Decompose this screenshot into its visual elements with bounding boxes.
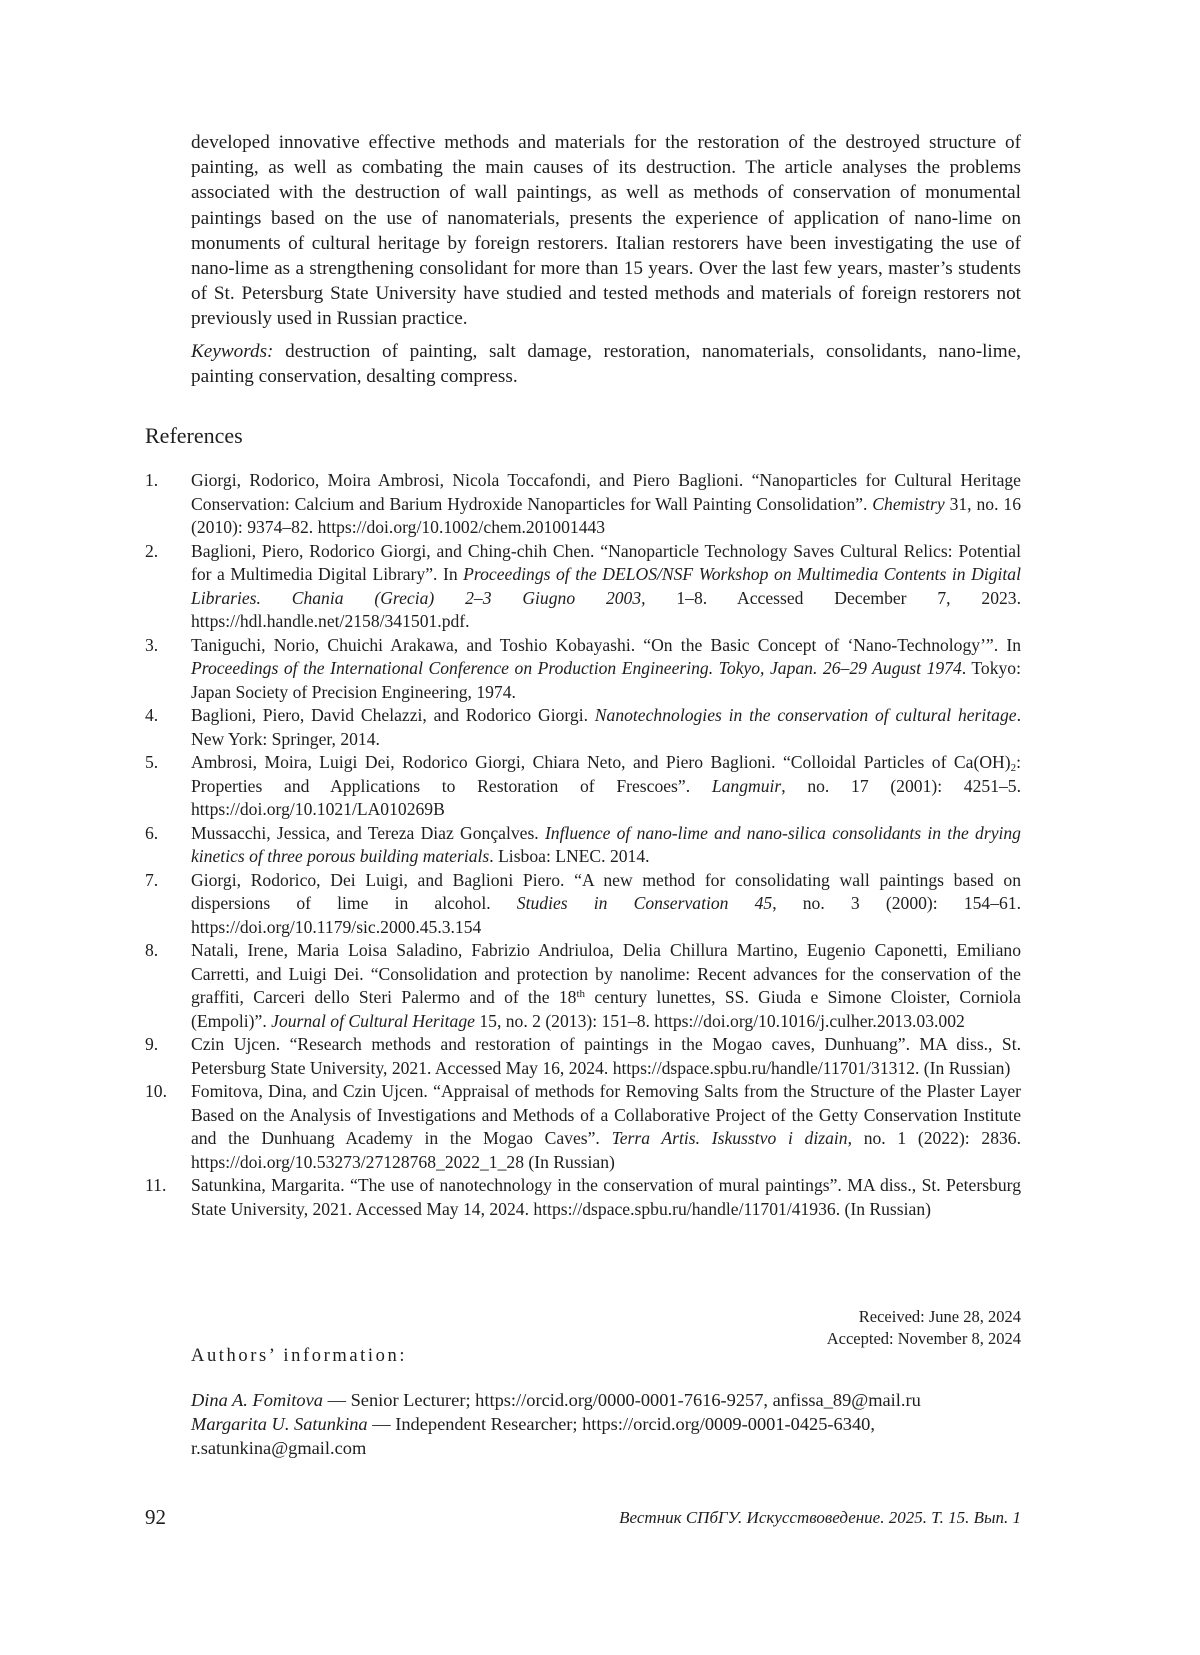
page-number: 92 <box>145 1505 166 1529</box>
reference-citation: Mussacchi, Jessica, and Tereza Diaz Gonçalves. <box>191 822 539 843</box>
reference-title: Journal of Cultural Heritage <box>271 1010 475 1031</box>
reference-number: 11. <box>145 1175 167 1195</box>
author-entry <box>191 1412 1021 1460</box>
accepted-date: Accepted: November 8, 2024 <box>826 1328 1021 1348</box>
reference-text <box>191 1033 1021 1080</box>
references-heading: References <box>145 423 243 448</box>
abstract-section <box>191 130 1021 389</box>
keywords-text: destruction of painting, salt damage, restoration, nanomaterials, consolidants, nano-lime, painting conservation, desalting compress. <box>191 340 1022 387</box>
reference-text <box>191 751 1021 822</box>
reference-title: Chemistry <box>872 493 945 514</box>
reference-item <box>145 939 1021 1033</box>
reference-text <box>191 939 1021 1033</box>
reference-title: Langmuir <box>711 775 782 796</box>
reference-title: Influence of nano-lime and nano-silica consolidants in the drying kinetics of three porous building materials <box>191 822 1021 866</box>
reference-citation: Baglioni, Piero, David Chelazzi, and Rodorico Giorgi. <box>191 705 589 725</box>
reference-text <box>191 469 1021 540</box>
reference-item <box>145 1080 1021 1174</box>
reference-text <box>191 869 1021 940</box>
references-list <box>145 469 1021 1221</box>
reference-citation: Giorgi, Rodorico, Dei Luigi, and Baglioni Piero. “A new method for consolidating wall paintings based on dispersions of lime in alcohol. <box>191 869 1021 913</box>
abstract-text: developed innovative effective methods and materials for the restoration of the destroyed structure of painting, as well as combating the main causes of its destruction. The article analyses the problems associated with the destruction of wall paintings, as well as methods of conservation of monumental paintings based on the use of nanomaterials, presents the experience of application of nano-lime on monuments of cultural heritage by foreign restorers. Italian restorers have been investigating the use of nano-lime as a strengthening consolidant for more than 15 years. Over the last few years, master’s students of St. Petersburg State University have studied and tested methods and materials of foreign restorers not previously used in Russian practice. <box>191 132 1021 330</box>
authors-heading: Authors’ information: <box>191 1346 408 1366</box>
reference-details: , no. 1 (2022): 2836. https://doi.org/10.53273/27128768_2022_1_28 (In Russian) <box>191 1128 1021 1172</box>
reference-number: 1. <box>145 470 159 490</box>
reference-superscript: th <box>576 988 586 1000</box>
reference-details: 15, no. 2 (2013): 151–8. https://doi.org/10.1016/j.culher.2013.03.002 <box>479 1010 965 1031</box>
reference-citation-cont: century lunettes, SS. Giuda e Simone Cloister, Corniola (Empoli)”. <box>191 987 1021 1031</box>
author-entry <box>191 1388 1021 1412</box>
reference-number: 8. <box>145 940 159 960</box>
reference-title: Terra Artis. Iskusstvo i dizain <box>611 1128 848 1148</box>
reference-citation-cont: : Properties and Applications to Restoration of Frescoes”. <box>191 752 1021 796</box>
reference-number: 10. <box>145 1081 167 1101</box>
reference-text <box>191 1174 1021 1221</box>
reference-item <box>145 822 1021 869</box>
author-details: — Independent Researcher; https://orcid.org/0009-0001-0425-6340, r.satunkina@gmail.com <box>191 1414 875 1458</box>
reference-item <box>145 1174 1021 1221</box>
reference-number: 7. <box>145 869 159 890</box>
reference-item <box>145 540 1021 634</box>
keywords-label: Keywords: <box>191 340 274 362</box>
reference-title: Proceedings of the International Conference on Production Engineering. Tokyo, Japan. 26–29 August 1974 <box>191 658 962 678</box>
reference-text <box>191 540 1021 634</box>
reference-number: 2. <box>145 540 159 561</box>
reference-number: 5. <box>145 752 159 772</box>
reference-item <box>145 869 1021 940</box>
reference-details: . Lisboa: LNEC. 2014. <box>489 846 650 866</box>
journal-running-footer: Вестник СПбГУ. Искусствоведение. 2025. Т. 15. Вып. 1 <box>619 1508 1021 1527</box>
reference-details: 31, no. 16 (2010): 9374–82. https://doi.org/10.1002/chem.201001443 <box>191 493 1021 537</box>
reference-item <box>145 634 1021 705</box>
submission-dates <box>827 1306 1021 1349</box>
reference-text <box>191 704 1021 751</box>
reference-details: . New York: Springer, 2014. <box>191 705 1021 749</box>
reference-title: Proceedings of the DELOS/NSF Workshop on Multimedia Contents in Digital Libraries. Chania (Grecia) 2–3 Giugno 2003, <box>191 564 1021 608</box>
reference-title: Nanotechnologies in the conservation of cultural heritage <box>594 705 1017 725</box>
reference-details: , no. 3 (2000): 154–61. https://doi.org/10.1179/sic.2000.45.3.154 <box>191 893 1022 937</box>
reference-number: 9. <box>145 1034 159 1054</box>
reference-text <box>191 1080 1021 1174</box>
reference-title: Studies in Conservation 45 <box>516 893 773 913</box>
reference-item <box>145 469 1021 540</box>
author-name: Margarita U. Satunkina <box>191 1414 368 1434</box>
reference-text <box>191 634 1021 705</box>
reference-citation: Natali, Irene, Maria Loisa Saladino, Fabrizio Andriuloa, Delia Chillura Martino, Eugenio Caponetti, Emiliano Carretti, and Luigi Dei. “Consolidation and protection by nanolime: Recent advances for the conservation of the graffiti, Carceri dello Steri Palermo and of the 18 <box>191 940 1021 1007</box>
reference-citation: Fomitova, Dina, and Czin Ujcen. “Appraisal of methods for Removing Salts from the Structure of the Plaster Layer Based on the Analysis of Investigations and Methods of a Collaborative Project of the Getty Conservation Institute and the Dunhuang Academy in the Mogao Caves”. <box>191 1081 1021 1148</box>
reference-item <box>145 1033 1021 1080</box>
reference-number: 4. <box>145 705 159 725</box>
keywords-paragraph <box>191 339 1021 389</box>
reference-details: , no. 17 (2001): 4251–5. https://doi.org/10.1021/LA010269B <box>191 775 1021 819</box>
reference-item <box>145 704 1021 751</box>
reference-citation: Ambrosi, Moira, Luigi Dei, Rodorico Giorgi, Chiara Neto, and Piero Baglioni. “Colloidal Particles of Ca(OH) <box>191 752 1011 772</box>
reference-item <box>145 751 1021 822</box>
author-name: Dina A. Fomitova <box>191 1390 323 1410</box>
authors-list <box>191 1388 1021 1460</box>
reference-details: . Tokyo: Japan Society of Precision Engineering, 1974. <box>191 658 1021 702</box>
reference-text <box>191 822 1021 869</box>
author-details: — Senior Lecturer; https://orcid.org/0000-0001-7616-9257, anfissa_89@mail.ru <box>327 1390 921 1410</box>
reference-citation: Czin Ujcen. “Research methods and restoration of paintings in the Mogao caves, Dunhuang”. MA diss., St. Petersburg State University, 2021. Accessed May 16, 2024. https://dspace.spbu.ru/handle/11701/31312. (In Russian) <box>191 1034 1021 1078</box>
reference-details: 1–8. Accessed December 7, 2023. https://hdl.handle.net/2158/341501.pdf. <box>191 587 1021 631</box>
reference-number: 6. <box>145 822 159 843</box>
received-date: Received: June 28, 2024 <box>858 1307 1021 1326</box>
reference-subscript: 2 <box>1010 762 1017 774</box>
reference-citation: Satunkina, Margarita. “The use of nanotechnology in the conservation of mural paintings”. MA diss., St. Petersburg State University, 2021. Accessed May 14, 2024. https://dspace.spbu.ru/handle/11701/41936. (In Russian) <box>191 1175 1021 1219</box>
reference-citation: Taniguchi, Norio, Chuichi Arakawa, and Toshio Kobayashi. “On the Basic Concept of ‘Nano-Technology’”. In <box>191 634 1021 655</box>
reference-citation: Baglioni, Piero, Rodorico Giorgi, and Ching-chih Chen. “Nanoparticle Technology Saves Cultural Relics: Potential for a Multimedia Digital Library”. In <box>191 540 1021 584</box>
reference-citation: Giorgi, Rodorico, Moira Ambrosi, Nicola Toccafondi, and Piero Baglioni. “Nanoparticles for Cultural Heritage Conservation: Calcium and Barium Hydroxide Nanoparticles for Wall Painting Consolidation”. <box>191 470 1021 514</box>
reference-number: 3. <box>145 634 159 655</box>
